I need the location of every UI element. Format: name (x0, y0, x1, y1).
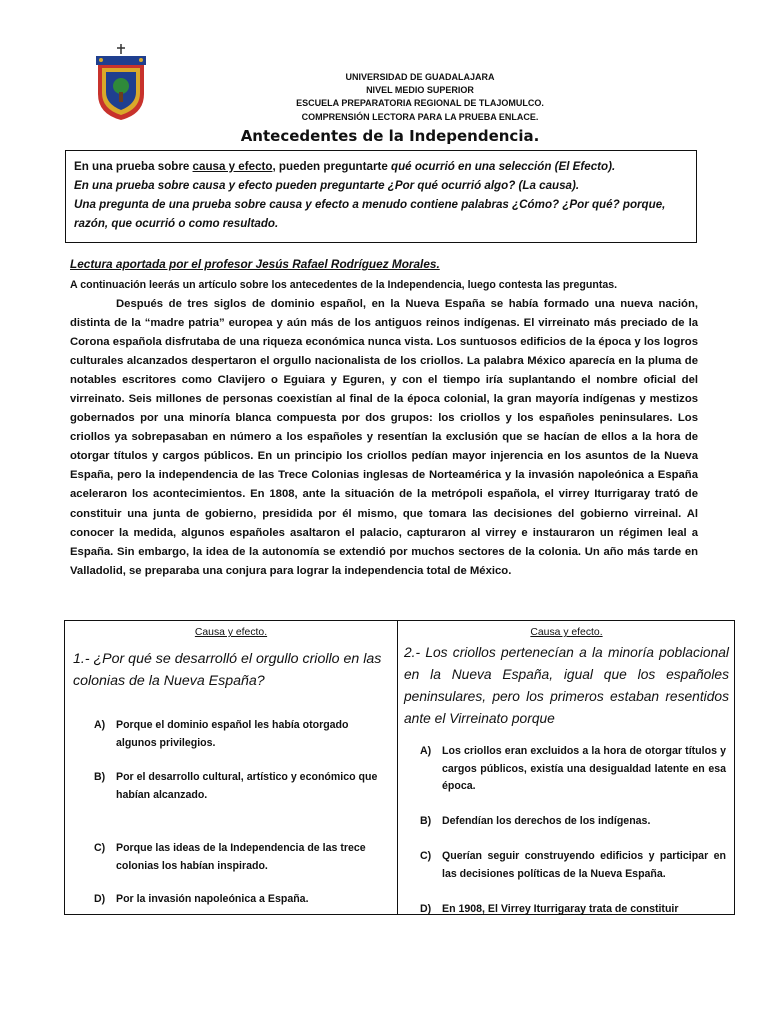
option-letter: C) (420, 850, 432, 862)
option-letter: B) (420, 815, 432, 827)
question-2-column (398, 621, 735, 914)
question-1-option-c[interactable] (94, 840, 390, 875)
page-title: Antecedentes de la Independencia. (240, 127, 540, 145)
info-term-underlined: causa y efecto (192, 160, 273, 173)
question-1-option-a[interactable] (94, 717, 390, 752)
option-text: Querían seguir construyendo edificios y participar en las decisiones políticas de la Nueva España. (442, 850, 726, 880)
questions-table (64, 620, 735, 915)
question-2-option-a[interactable] (420, 743, 726, 796)
question-2-option-b[interactable] (420, 813, 726, 831)
option-text: Porque las ideas de la Independencia de las trece colonias los habían inspirado. (116, 842, 366, 872)
header-line-level: NIVEL MEDIO SUPERIOR (366, 85, 474, 96)
question-2-option-c[interactable] (420, 848, 726, 883)
option-letter: D) (420, 903, 432, 914)
option-text: Defendían los derechos de los indígenas. (442, 815, 651, 827)
option-text: Porque el dominio español les había otorgado algunos privilegios. (116, 719, 349, 749)
question-1-option-b[interactable] (94, 769, 390, 804)
option-letter: B) (94, 771, 106, 783)
question-1-text: 1.- ¿Por qué se desarrolló el orgullo criollo en las colonias de la Nueva España? (73, 651, 382, 689)
reading-instructions: A continuación leerás un artículo sobre los antecedentes de la Independencia, luego contesta las preguntas. (70, 279, 618, 291)
option-letter: C) (94, 842, 106, 854)
university-seal-icon (92, 44, 150, 120)
info-line-1-italic: qué ocurrió en una selección (El Efecto). (391, 160, 616, 173)
header-line-subject: COMPRENSIÓN LECTORA PARA LA PRUEBA ENLACE. (301, 111, 539, 122)
option-letter: D) (94, 893, 106, 905)
info-line-4: razón, que ocurrió o como resultado. (74, 217, 279, 230)
option-text: Los criollos eran excluidos a la hora de otorgar títulos y cargos públicos, existía una desigualdad latente en esa época. (442, 745, 726, 792)
option-text: Por la invasión napoleónica a España. (116, 893, 309, 905)
info-line-1 (74, 157, 688, 176)
option-text: Por el desarrollo cultural, artístico y económico que habían alcanzado. (116, 771, 378, 801)
question-1-column (65, 621, 397, 914)
question-1-option-d[interactable] (94, 891, 390, 909)
header-line-university: UNIVERSIDAD DE GUADALAJARA (345, 72, 495, 82)
question-1-heading: Causa y efecto. (194, 627, 268, 638)
info-line-2: En una prueba sobre causa y efecto pueden preguntarte ¿Por qué ocurrió algo? (La causa). (74, 179, 580, 192)
option-letter: A) (94, 719, 106, 731)
reading-credit: Lectura aportada por el profesor Jesús Rafael Rodríguez Morales. (70, 257, 440, 271)
question-2-text: 2.- Los criollos pertenecían a la minoría poblacional en la Nueva España, igual que los españoles peninsulares, pero los primeros estaban resentidos ante el Virreinato porque (404, 645, 729, 726)
institution-header (200, 71, 640, 124)
question-2-heading: Causa y efecto. (530, 627, 603, 638)
option-letter: A) (420, 745, 432, 757)
header-line-school: ESCUELA PREPARATORIA REGIONAL DE TLAJOMULCO. (296, 98, 544, 109)
article-text: Después de tres siglos de dominio español, en la Nueva España se había formado una nueva nación, distinta de la “madre patria” europea y aún más de los antiguos reinos indígenas. El virreinato más preciado de la Corona española disfrutaba de una riqueza económica nunca vista. Los suntuosos edificios de la época y los logros culturales alcanzados despertaron el orgullo nacionalista de los criollos. La palabra México aparecía en la pluma de notables escritores como Clavijero o Eguiara y Eguren, y con el tiempo iría suplantando el nombre oficial del virreinato. Seis millones de personas coexistían al final de la época colonial, la gran mayoría indígenas y mestizos gobernados por una minoría blanca compuesta por dos grupos: los criollos y los españoles peninsulares. Los criollos ya sobrepasaban en número a los españoles y resentían la exclusión que se hacían de ellos a la hora de otorgar títulos y cargos públicos. En un principio los criollos pedían mayor injerencia en los asuntos de la Nueva España, pero la independencia de las Trece Colonias inglesas de Norteamérica y la invasión napoleónica a España aceleraron los acontecimientos. En 1808, ante la situación de la metrópoli española, el virrey Iturrigaray trató de constituir una junta de gobierno, presidida por él mismo, que tomara las decisiones del gobierno virreinal. Al conocer la medida, algunos españoles asaltaron el palacio, capturaron al virrey e instauraron un régimen leal a España. Sin embargo, la idea de la autonomía se extendió por muchos sectores de la colonia. Un año más tarde en Valladolid, se preparaba una conjura para lograr la independencia total de México. (70, 298, 698, 577)
option-text: En 1908, El Virrey Iturrigaray trata de constituir (442, 903, 679, 914)
info-line-1-b: , pueden preguntarte (272, 160, 391, 173)
info-line-1-a: En una prueba sobre (74, 160, 193, 173)
question-2-option-d[interactable] (420, 901, 726, 914)
info-line-3: Una pregunta de una prueba sobre causa y efecto a menudo contiene palabras ¿Cómo? ¿Por qué? porque, (74, 198, 666, 211)
cause-effect-info-box (65, 150, 697, 243)
